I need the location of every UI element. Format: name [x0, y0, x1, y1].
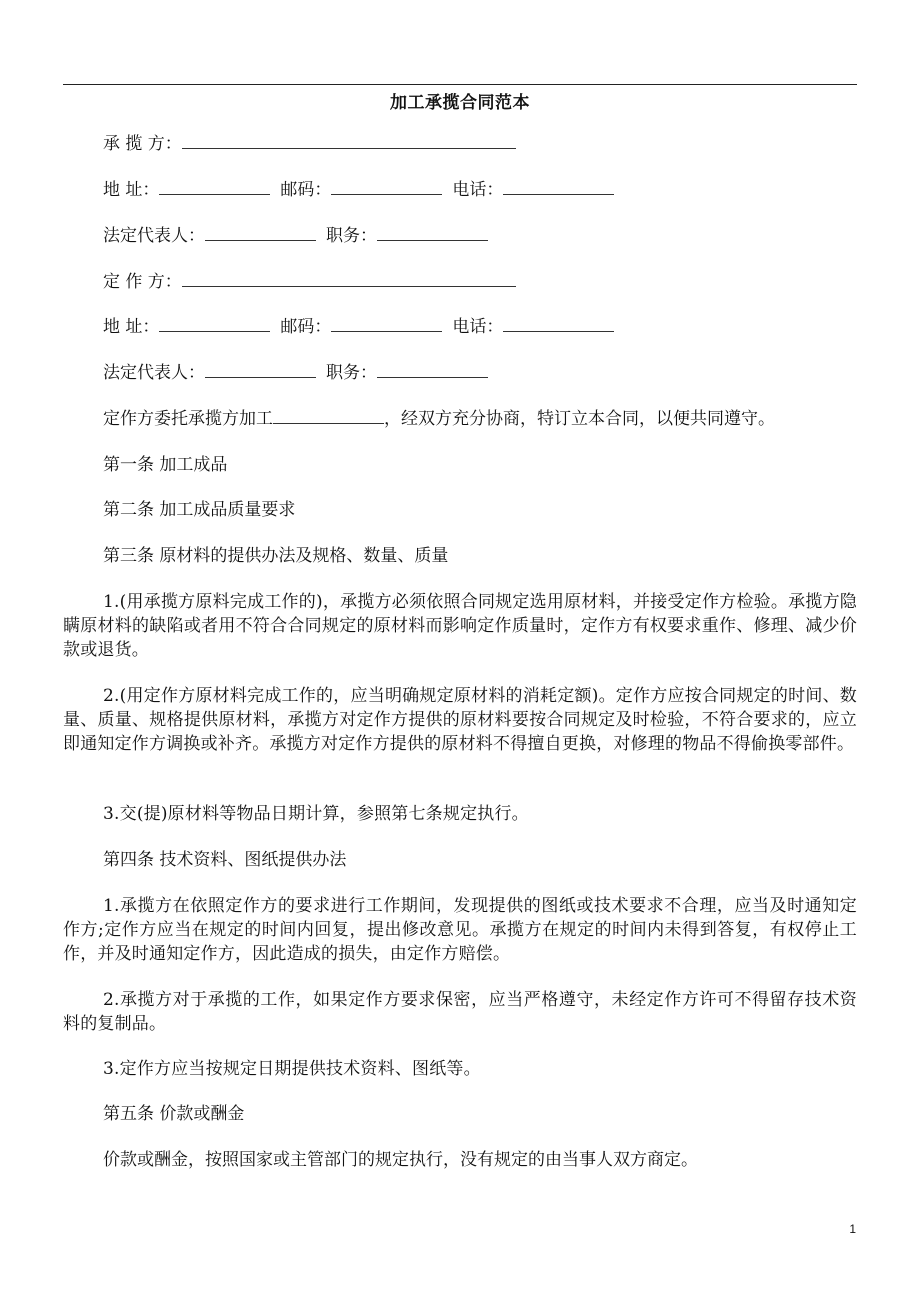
phone-blank[interactable] [503, 178, 614, 195]
article-2-heading: 第二条 加工成品质量要求 [103, 500, 296, 520]
legal-rep-label: 法定代表人： [103, 363, 205, 383]
address-blank[interactable] [159, 178, 270, 195]
contractor-blank[interactable] [182, 132, 516, 149]
article-3-clause-2: 2.(用定作方原材料完成工作的，应当明确规定原材料的消耗定额)。定作方应按合同规定的时间、数量、质量、规格提供原材料，承揽方对定作方提供的原材料要按合同规定及时检验，不符合要求的，应立即通知定作方调换或补齐。承揽方对定作方提供的原材料不得擅自更换，对修理的物品不得偷换零部件。 [63, 686, 857, 754]
customer-label: 定 作 方： [103, 272, 182, 292]
article-5-clause-1: 价款或酬金，按照国家或主管部门的规定执行，没有规定的由当事人双方商定。 [103, 1150, 698, 1170]
customer-line [103, 270, 516, 294]
address-label: 地 址： [103, 180, 160, 200]
article-5-heading: 第五条 价款或酬金 [103, 1104, 245, 1124]
phone-blank[interactable] [503, 315, 614, 332]
legal-rep-label: 法定代表人： [103, 226, 205, 246]
postcode-label: 邮码： [280, 180, 332, 200]
article-4-clause-1: 1.承揽方在依照定作方的要求进行工作期间，发现提供的图纸或技术要求不合理，应当及时通知定作方;定作方应当在规定的时间内回复，提出修改意见。承揽方在规定的时间内未得到答复，有权停止工作，并及时通知定作方，因此造成的损失，由定作方赔偿。 [63, 896, 857, 964]
article-1-heading: 第一条 加工成品 [103, 455, 228, 475]
intro-line [103, 407, 775, 431]
article-4-heading: 第四条 技术资料、图纸提供办法 [103, 850, 347, 870]
postcode-label: 邮码： [280, 317, 332, 337]
contractor-rep-line [103, 224, 488, 248]
customer-address-line [103, 315, 614, 339]
article-3-heading: 第三条 原材料的提供办法及规格、数量、质量 [103, 546, 449, 566]
article-3-clause-1: 1.(用承揽方原料完成工作的)，承揽方必须依照合同规定选用原材料，并接受定作方检验。承揽方隐瞒原材料的缺陷或者用不符合合同规定的原材料而影响定作质量时，定作方有权要求重作、修理、减少价款或退货。 [63, 592, 857, 660]
legal-rep-blank[interactable] [205, 224, 316, 241]
article-3-clause-3: 3.交(提)原材料等物品日期计算，参照第七条规定执行。 [103, 804, 529, 824]
customer-blank[interactable] [182, 270, 516, 287]
contractor-line [103, 132, 516, 156]
customer-rep-line [103, 361, 488, 385]
article-4-clause-3: 3.定作方应当按规定日期提供技术资料、图纸等。 [103, 1059, 481, 1079]
position-label: 职务： [326, 363, 377, 383]
contractor-label: 承 揽 方： [103, 134, 182, 154]
address-label: 地 址： [103, 317, 160, 337]
page-number: 1 [849, 1222, 856, 1236]
position-blank[interactable] [377, 361, 488, 378]
position-blank[interactable] [377, 224, 488, 241]
phone-label: 电话： [452, 317, 504, 337]
contractor-address-line [103, 178, 614, 202]
intro-suffix: ，经双方充分协商，特订立本合同，以便共同遵守。 [384, 409, 775, 429]
phone-label: 电话： [452, 180, 504, 200]
intro-prefix: 定作方委托承揽方加工 [103, 409, 273, 429]
address-blank[interactable] [159, 315, 270, 332]
article-4-clause-2: 2.承揽方对于承揽的工作，如果定作方要求保密，应当严格遵守，未经定作方许可不得留存技术资料的复制品。 [63, 990, 857, 1034]
postcode-blank[interactable] [331, 315, 442, 332]
postcode-blank[interactable] [331, 178, 442, 195]
processing-item-blank[interactable] [273, 407, 384, 424]
legal-rep-blank[interactable] [205, 361, 316, 378]
position-label: 职务： [326, 226, 377, 246]
header-rule [63, 84, 857, 85]
document-title: 加工承揽合同范本 [390, 93, 530, 113]
